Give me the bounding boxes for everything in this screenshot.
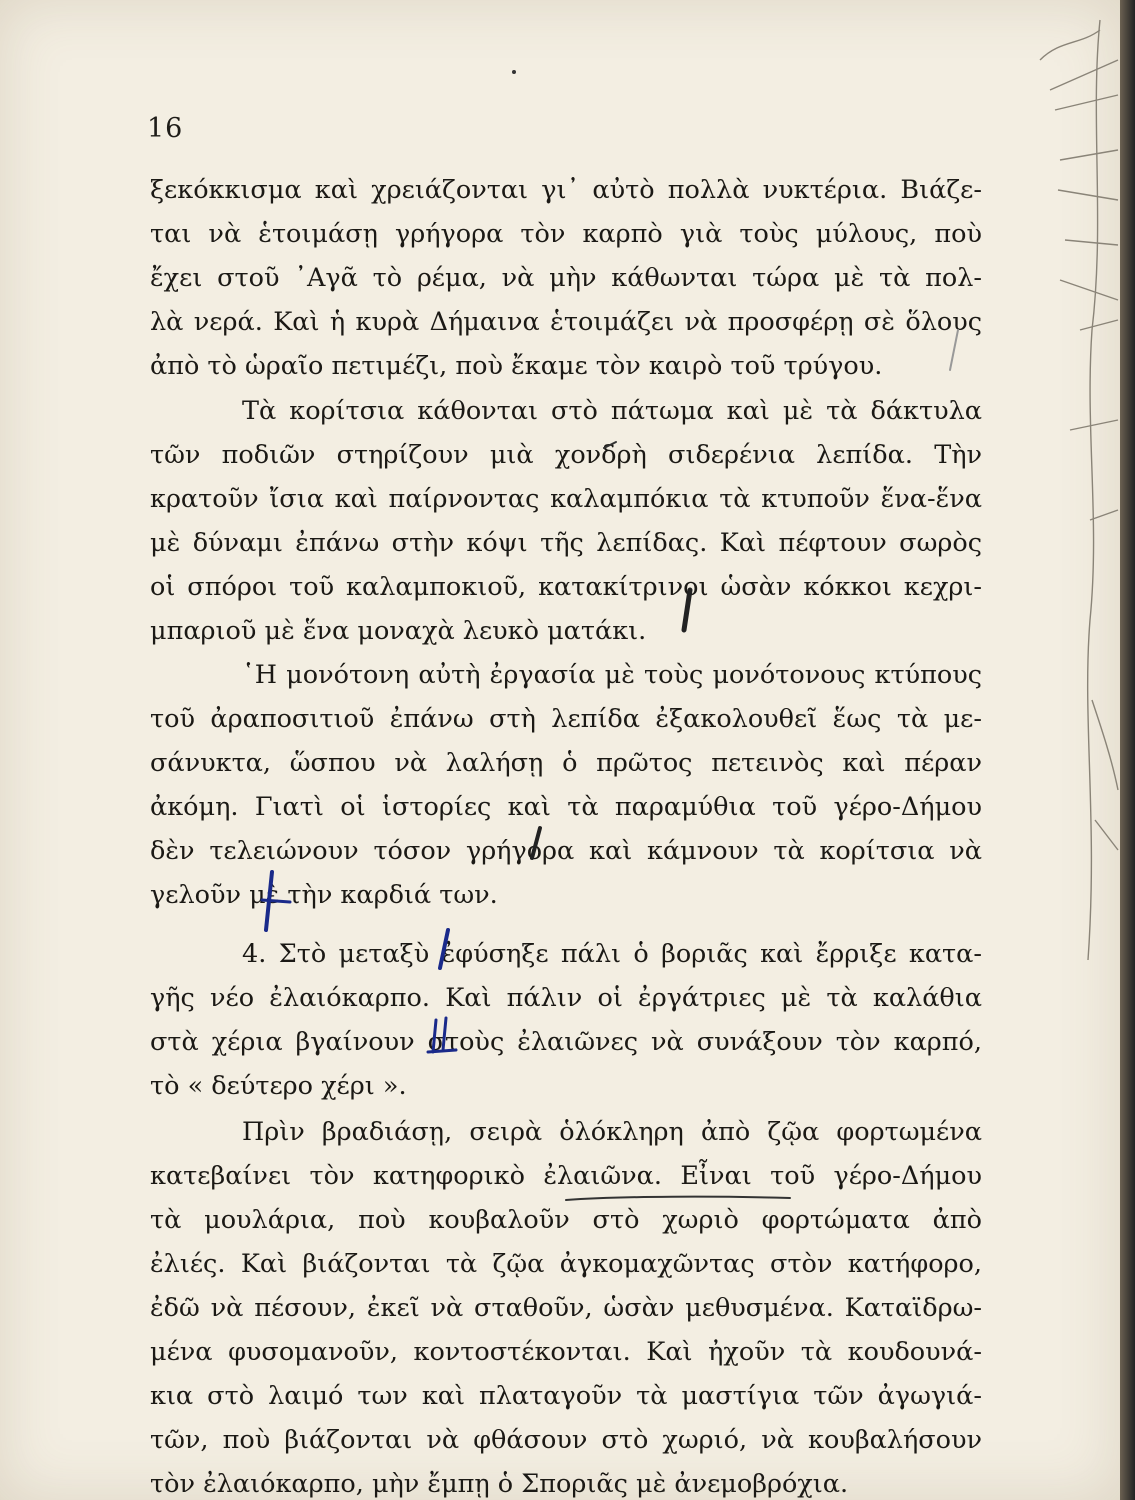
- text-line: οἱ σπόροι τοῦ καλαμποκιοῦ, κατακίτρινοι ὡσὰν κόκκοι κεχρι-: [150, 572, 982, 602]
- text-line: 4. Στὸ μεταξὺ ἐφύσηξε πάλι ὁ βοριᾶς καὶ ἔρριξε κατα-: [242, 939, 982, 969]
- text-line: τὸ « δεύτερο χέρι ».: [150, 1071, 407, 1101]
- text-line: Πρὶν βραδιάσῃ, σειρὰ ὁλόκληρη ἀπὸ ζῷα φορτωμένα: [242, 1117, 982, 1147]
- text-line: τῶν, ποὺ βιάζονται νὰ φθάσουν στὸ χωριό, νὰ κουβαλήσουν: [150, 1425, 982, 1455]
- text-line: γελοῦν μὲ τὴν καρδιά των.: [150, 880, 498, 910]
- text-line: Τὰ κορίτσια κάθονται στὸ πάτωμα καὶ μὲ τὰ δάκτυλα: [242, 396, 982, 426]
- text-line: ἐλιές. Καὶ βιάζονται τὰ ζῷα ἀγκομαχῶντας στὸν κατήφορο,: [150, 1249, 982, 1279]
- text-line: σάνυκτα, ὥσπου νὰ λαλήσῃ ὁ πρῶτος πετεινὸς καὶ πέραν: [150, 748, 982, 778]
- text-line: γῆς νέο ἐλαιόκαρπο. Καὶ πάλιν οἱ ἐργάτριες μὲ τὰ καλάθια: [150, 983, 982, 1013]
- text-line: ῾Η μονότονη αὐτὴ ἐργασία μὲ τοὺς μονότονους κτύπους: [242, 660, 982, 690]
- text-line: κια στὸ λαιμό των καὶ πλαταγοῦν τὰ μαστίγια τῶν ἀγωγιά-: [150, 1381, 982, 1411]
- blue-ink-paragraph-mark: [428, 1018, 456, 1052]
- page-number: 16: [147, 113, 184, 144]
- text-line: ἐδῶ νὰ πέσουν, ἐκεῖ νὰ σταθοῦν, ὡσὰν μεθυσμένα. Καταϊδρω-: [150, 1293, 982, 1323]
- pencil-underline-mark: [566, 1197, 790, 1200]
- pencil-slash-mark: [684, 590, 690, 630]
- pencil-slash-mark: [950, 330, 958, 370]
- page-edge-shadow: [1120, 0, 1135, 1500]
- text-line: τοῦ ἀραποσιτιοῦ ἐπάνω στὴ λεπίδα ἐξακολουθεῖ ἕως τὰ με-: [150, 704, 982, 734]
- text-line: τῶν ποδιῶν στηρίζουν μιὰ χονδρὴ σιδερένια λεπίδα. Τὴν: [150, 440, 982, 470]
- text-line: κατεβαίνει τὸν κατηφορικὸ ἐλαιῶνα. Εἶναι τοῦ γέρο-Δήμου: [150, 1161, 982, 1191]
- text-line: κρατοῦν ἴσια καὶ παίρνοντας καλαμπόκια τὰ κτυποῦν ἕνα-ἕνα: [150, 484, 982, 514]
- text-line: στὰ χέρια βγαίνουν στοὺς ἐλαιῶνες νὰ συνάξουν τὸν καρπό,: [150, 1027, 982, 1057]
- text-line: λὰ νερά. Καὶ ἡ κυρὰ Δήμαινα ἑτοιμάζει νὰ προσφέρῃ σὲ ὅλους: [150, 307, 982, 337]
- text-line: δὲν τελειώνουν τόσον γρήγορα καὶ κάμνουν τὰ κορίτσια νὰ: [150, 836, 982, 866]
- text-line: τὰ μουλάρια, ποὺ κουβαλοῦν στὸ χωριὸ φορτώματα ἀπὸ: [150, 1205, 982, 1235]
- text-line: μὲ δύναμι ἐπάνω στὴν κόψι τῆς λεπίδας. Καὶ πέφτουν σωρὸς: [150, 528, 982, 558]
- text-line: ἔχει στοῦ ᾽Αγᾶ τὸ ρέμα, νὰ μὴν κάθωνται τώρα μὲ τὰ πολ-: [150, 263, 982, 293]
- text-line: ται νὰ ἑτοιμάσῃ γρήγορα τὸν καρπὸ γιὰ τοὺς μύλους, ποὺ: [150, 219, 982, 249]
- text-line: μπαριοῦ μὲ ἕνα μοναχὰ λευκὸ ματάκι.: [150, 616, 647, 646]
- pencil-slash-mark: [532, 828, 540, 858]
- text-line: μένα φυσομανοῦν, κοντοστέκονται. Καὶ ἠχοῦν τὰ κουδουνά-: [150, 1337, 982, 1367]
- text-line: τὸν ἐλαιόκαρπο, μὴν ἔμπῃ ὁ Σποριᾶς μὲ ἀνεμοβρόχια.: [150, 1469, 849, 1499]
- text-line: ἀπὸ τὸ ὡραῖο πετιμέζι, ποὺ ἔκαμε τὸν καιρὸ τοῦ τρύγου.: [150, 351, 883, 381]
- text-line: ξεκόκκισμα καὶ χρειάζονται γι᾽ αὐτὸ πολλὰ νυκτέρια. Βιάζε-: [150, 175, 982, 205]
- blue-ink-slash-mark: [440, 930, 448, 968]
- text-line: ἀκόμη. Γιατὶ οἱ ἱστορίες καὶ τὰ παραμύθια τοῦ γέρο-Δήμου: [150, 792, 982, 822]
